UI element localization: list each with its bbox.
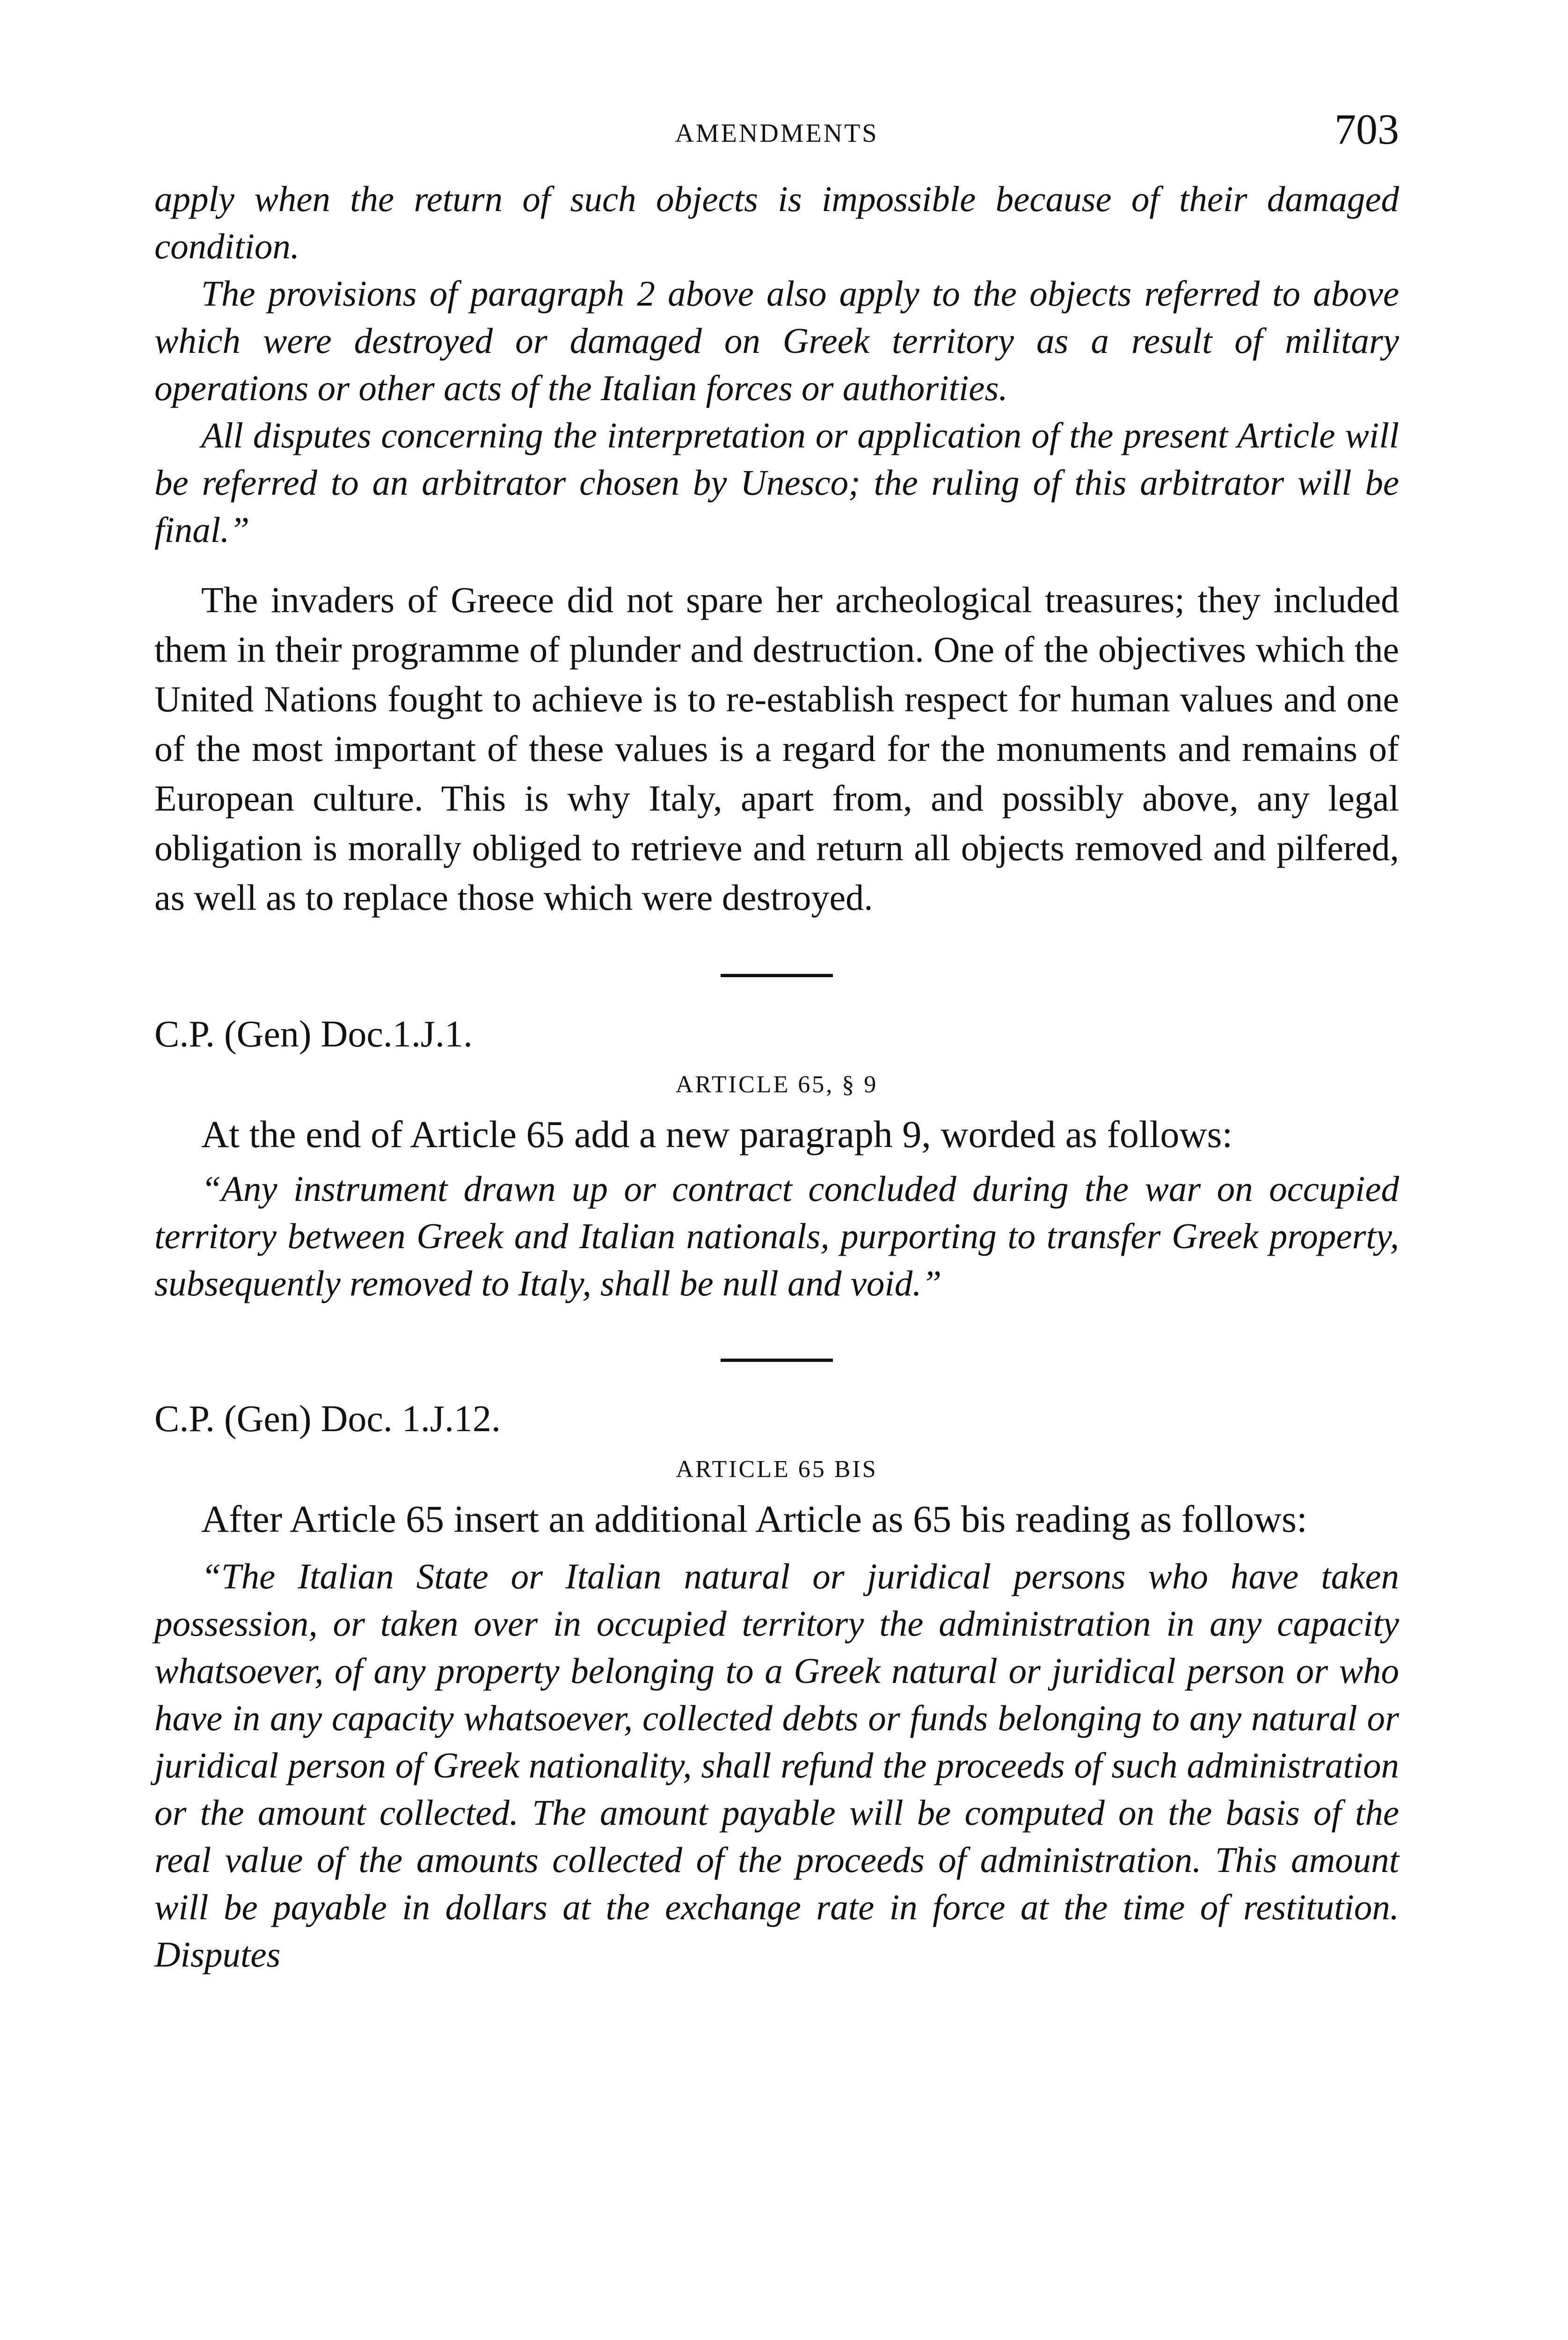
document-reference: C.P. (Gen) Doc. 1.J.12.	[154, 1398, 501, 1440]
commentary-block	[154, 575, 1399, 922]
quoted-paragraph: All disputes concerning the interpretation or application of the present Article will be referred to an arbitrator chosen by Unesco; the ruling of this arbitrator will be final.”	[154, 415, 1399, 550]
quoted-paragraph: apply when the return of such objects is impossible because of their damaged condition.	[154, 179, 1399, 266]
amendment-text-block	[154, 1553, 1399, 1978]
article-heading: ARTICLE 65 BIS	[676, 1456, 878, 1483]
article-heading: ARTICLE 65, § 9	[675, 1071, 878, 1098]
page-number: 703	[1335, 105, 1399, 153]
amendment-text-block	[154, 1165, 1399, 1307]
amendment-instruction: At the end of Article 65 add a new paragraph 9, worded as follows:	[201, 1113, 1233, 1155]
document-reference: C.P. (Gen) Doc.1.J.1.	[154, 1014, 473, 1055]
amendment-text: “The Italian State or Italian natural or juridical persons who have taken possession, or taken over in occupied territory the administration in any capacity whatsoever, of any property belonging to a Greek natural or juridical person or who have in any capacity whatsoever, collected debts or funds belonging to any natural or juridical person of Greek nationality, shall refund the proceeds of such administration or the amount collected. The amount payable will be computed on the basis of the real value of the amounts collected of the proceeds of administration. This amount will be payable in dollars at the exchange rate in force at the time of restitution. Disputes	[154, 1556, 1399, 1974]
amendment-text: “Any instrument drawn up or contract concluded during the war on occupied territory between Greek and Italian nationals, purporting to transfer Greek property, subsequently removed to Italy, shall be null and void.”	[154, 1169, 1399, 1303]
running-head: AMENDMENTS	[675, 119, 879, 148]
amendment-instruction: After Article 65 insert an additional Article as 65 bis reading as follows:	[201, 1498, 1307, 1540]
section-divider	[721, 974, 833, 977]
commentary-paragraph: The invaders of Greece did not spare her archeological treasures; they included them in their programme of plunder and destruction. One of the objectives which the United Nations fought to achieve is to re-establish respect for human values and one of the most important of these values is a regard for the monuments and remains of European culture. This is why Italy, apart from, and possibly above, any legal obligation is morally obliged to retrieve and return all objects removed and pilfered, as well as to replace those which were destroyed.	[154, 579, 1399, 918]
quoted-paragraph: The provisions of paragraph 2 above also apply to the objects referred to above which were destroyed or damaged on Greek territory as a result of military operations or other acts of the Italian forces or authorities.	[154, 273, 1399, 408]
page-content	[154, 96, 1399, 1978]
quoted-article-continuation	[154, 176, 1399, 554]
page-header	[154, 96, 1399, 166]
section-divider	[721, 1359, 833, 1362]
